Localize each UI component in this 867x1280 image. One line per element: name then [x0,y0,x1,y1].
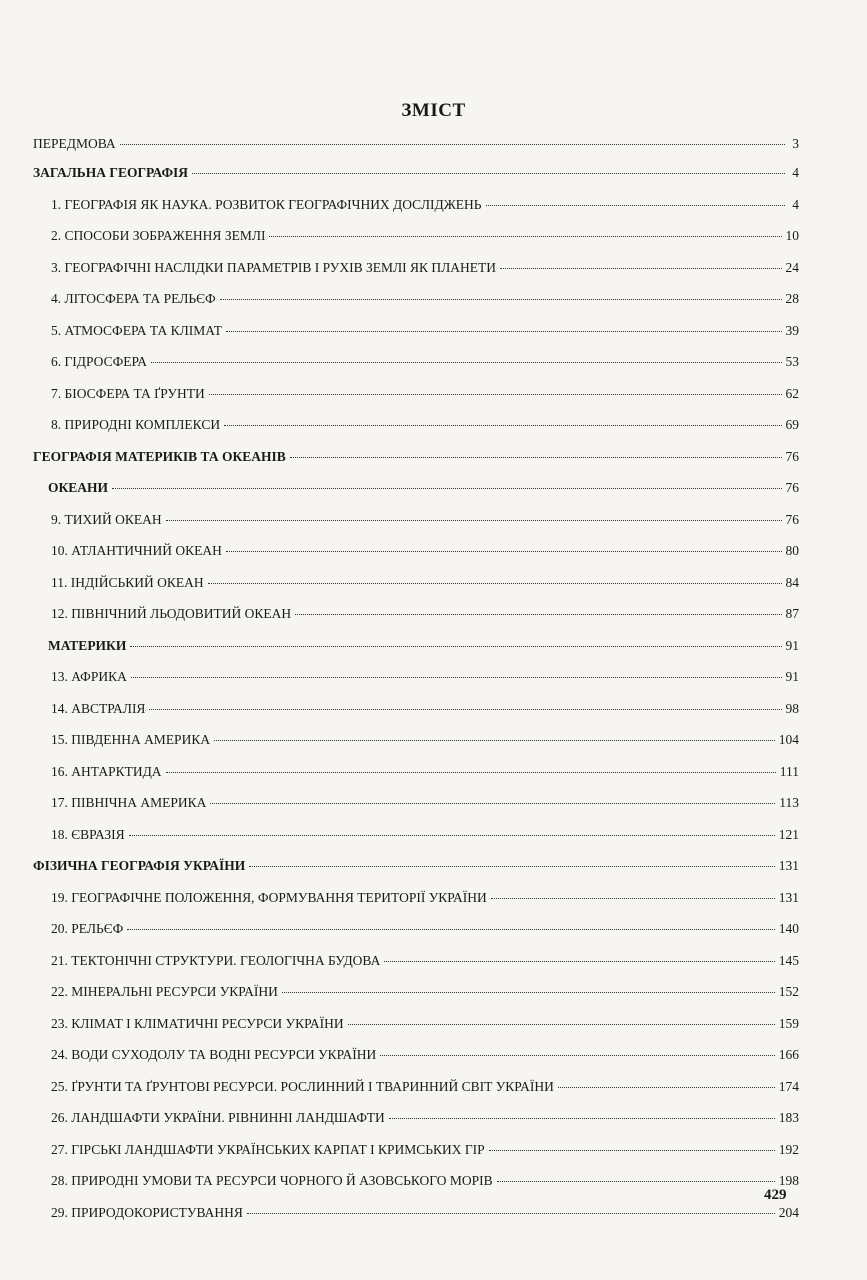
toc-entry[interactable] [33,661,799,693]
dot-leader [389,1118,775,1119]
toc-entry-label: ОКЕАНИ [48,480,109,495]
toc-entry-page: 3 [792,136,799,151]
toc-entry-page: 53 [785,354,799,369]
toc-entry[interactable] [33,472,799,504]
dot-leader [380,1055,775,1056]
dot-leader [491,898,775,899]
dot-leader [295,614,781,615]
toc-entry[interactable] [33,567,799,599]
dot-leader [129,835,775,836]
toc-entry-label: 15. ПІВДЕННА АМЕРИКА [51,732,211,747]
toc-entry-label: 26. ЛАНДШАФТИ УКРАЇНИ. РІВНИННІ ЛАНДШАФТИ [51,1110,385,1125]
toc-entry-label: 11. ІНДІЙСЬКИЙ ОКЕАН [51,574,204,590]
toc-entry[interactable] [33,819,799,851]
toc-entry-label: 29. ПРИРОДОКОРИСТУВАННЯ [51,1204,243,1220]
toc-entry-page: 62 [785,385,799,401]
toc-entry-page: 183 [778,1110,799,1125]
toc-entry-label: 10. АТЛАНТИЧНИЙ ОКЕАН [51,543,222,558]
toc-entry[interactable] [33,409,799,441]
toc-entry-label: ГЕОГРАФІЯ МАТЕРИКІВ ТА ОКЕАНІВ [33,448,286,464]
toc-entry[interactable] [33,913,799,945]
toc-entry-page: 69 [785,417,799,432]
toc-entry[interactable] [33,535,799,567]
toc-entry[interactable] [33,850,799,882]
toc-entry[interactable] [33,724,799,756]
toc-entry[interactable] [33,787,799,819]
toc-entry-label: 12. ПІВНІЧНИЙ ЛЬОДОВИТИЙ ОКЕАН [51,606,292,621]
dot-leader [290,457,782,458]
toc-entry-label: 17. ПІВНІЧНА АМЕРИКА [51,795,207,810]
toc-entry[interactable] [33,1039,799,1071]
toc-entry-label: 27. ГІРСЬКІ ЛАНДШАФТИ УКРАЇНСЬКИХ КАРПАТ І КРИМСЬКИХ ГІР [51,1141,485,1157]
toc-entry[interactable] [33,693,799,725]
toc-entry-page: 104 [778,732,799,747]
toc-entry-label: МАТЕРИКИ [48,637,127,653]
toc-entry-page: 84 [785,574,799,590]
toc-entry-label: 24. ВОДИ СУХОДОЛУ ТА ВОДНІ РЕСУРСИ УКРАЇНИ [51,1047,377,1062]
toc-entry-page: 76 [785,511,799,527]
toc-entry-page: 98 [785,700,799,716]
toc-entry[interactable] [33,189,799,221]
toc-entry-label: 18. ЄВРАЗІЯ [51,826,125,842]
toc-entry-label: 3. ГЕОГРАФІЧНІ НАСЛІДКИ ПАРАМЕТРІВ І РУХІВ ЗЕМЛІ ЯК ПЛАНЕТИ [51,259,497,275]
dot-leader [149,709,781,710]
toc-entry[interactable] [33,1071,799,1103]
toc-entry-page: 91 [785,669,799,684]
dot-leader [497,1181,775,1182]
toc-entry-label: 21. ТЕКТОНІЧНІ СТРУКТУРИ. ГЕОЛОГІЧНА БУДОВА [51,952,381,968]
toc-entry-label: 9. ТИХИЙ ОКЕАН [51,511,162,527]
toc-entry-page: 152 [778,984,799,999]
toc-entry[interactable] [33,346,799,378]
table-of-contents [33,131,799,1228]
dot-leader [214,740,775,741]
dot-leader [127,929,774,930]
dot-leader [558,1087,775,1088]
toc-entry-label: 6. ГІДРОСФЕРА [51,354,148,369]
toc-entry-label: 8. ПРИРОДНІ КОМПЛЕКСИ [51,417,221,432]
dot-leader [249,866,774,867]
toc-entry-page: 159 [778,1015,799,1031]
toc-entry-page: 111 [779,763,799,779]
toc-entry[interactable] [33,1008,799,1040]
dot-leader [486,205,785,206]
dot-leader [226,551,782,552]
toc-entry[interactable] [33,441,799,473]
toc-entry-page: 10 [785,228,799,243]
dot-leader [151,362,781,363]
page-number: 429 [764,1187,787,1203]
toc-entry[interactable] [33,945,799,977]
toc-entry-label: 22. МІНЕРАЛЬНІ РЕСУРСИ УКРАЇНИ [51,984,278,999]
toc-entry[interactable] [33,976,799,1008]
toc-entry-label: 20. РЕЛЬЄФ [51,921,124,936]
toc-entry-label: ПЕРЕДМОВА [33,136,116,151]
dot-leader [210,803,775,804]
dot-leader [209,394,782,395]
toc-entry-page: 131 [778,858,799,873]
toc-entry-page: 121 [778,826,799,842]
toc-entry-label: 13. АФРИКА [51,669,127,684]
toc-entry-page: 174 [778,1078,799,1094]
dot-leader [384,961,774,962]
toc-entry-page: 4 [792,196,799,212]
dot-leader [131,677,782,678]
toc-entry[interactable] [33,283,799,315]
toc-entry[interactable] [33,315,799,347]
toc-entry-page: 76 [785,448,799,464]
toc-entry-label: 14. АВСТРАЛІЯ [51,700,146,716]
toc-entry-label: 16. АНТАРКТИДА [51,763,162,779]
dot-leader [192,173,785,174]
toc-entry-page: 131 [778,889,799,905]
dot-leader [120,144,785,145]
toc-entry-label: 1. ГЕОГРАФІЯ ЯК НАУКА. РОЗВИТОК ГЕОГРАФІЧНИХ ДОСЛІДЖЕНЬ [51,196,482,212]
toc-entry-page: 204 [778,1204,799,1220]
toc-entry-label: 7. БІОСФЕРА ТА ҐРУНТИ [51,385,205,401]
page-title: ЗМІСТ [401,100,466,121]
toc-entry[interactable] [33,1102,799,1134]
toc-entry-page: 145 [778,952,799,968]
toc-entry-label: 5. АТМОСФЕРА ТА КЛІМАТ [51,322,223,338]
toc-entry[interactable] [33,882,799,914]
toc-entry[interactable] [33,378,799,410]
dot-leader [500,268,781,269]
toc-entry-label: 25. ҐРУНТИ ТА ҐРУНТОВІ РЕСУРСИ. РОСЛИННИЙ І ТВАРИННИЙ СВІТ УКРАЇНИ [51,1078,554,1094]
toc-entry-label: 23. КЛІМАТ І КЛІМАТИЧНІ РЕСУРСИ УКРАЇНИ [51,1015,344,1031]
toc-entry-page: 28 [785,291,799,306]
toc-entry[interactable] [33,598,799,630]
dot-leader [269,236,781,237]
dot-leader [348,1024,775,1025]
toc-entry[interactable] [33,630,799,662]
toc-entry-page: 91 [785,637,799,653]
toc-entry-page: 80 [785,543,799,558]
toc-entry-label: 2. СПОСОБИ ЗОБРАЖЕННЯ ЗЕМЛІ [51,228,266,243]
toc-entry-page: 113 [779,795,799,810]
toc-entry-page: 39 [785,322,799,338]
dot-leader [166,520,782,521]
toc-entry-page: 198 [778,1173,799,1188]
toc-entry[interactable] [33,504,799,536]
toc-entry-page: 76 [785,480,799,495]
toc-entry-label: ЗАГАЛЬНА ГЕОГРАФІЯ [33,165,189,180]
toc-entry[interactable] [33,1134,799,1166]
toc-entry-page: 4 [792,165,799,180]
toc-entry-label: 19. ГЕОГРАФІЧНЕ ПОЛОЖЕННЯ, ФОРМУВАННЯ ТЕРИТОРІЇ УКРАЇНИ [51,889,487,905]
toc-entry-label: 28. ПРИРОДНІ УМОВИ ТА РЕСУРСИ ЧОРНОГО Й АЗОВСЬКОГО МОРІВ [51,1173,493,1188]
dot-leader [489,1150,775,1151]
toc-entry-page: 24 [785,259,799,275]
toc-entry-page: 87 [785,606,799,621]
dot-leader [220,299,782,300]
toc-entry-page: 140 [778,921,799,936]
toc-entry[interactable] [33,1165,799,1197]
dot-leader [226,331,781,332]
toc-entry[interactable] [33,131,799,157]
dot-leader [247,1213,775,1214]
dot-leader [282,992,775,993]
toc-entry-page: 166 [778,1047,799,1062]
dot-leader [130,646,781,647]
toc-entry-label: 4. ЛІТОСФЕРА ТА РЕЛЬЄФ [51,291,216,306]
dot-leader [208,583,782,584]
toc-entry-label: ФІЗИЧНА ГЕОГРАФІЯ УКРАЇНИ [33,858,246,873]
toc-entry[interactable] [33,1197,799,1229]
toc-entry[interactable] [33,756,799,788]
dot-leader [224,425,781,426]
dot-leader [112,488,781,489]
toc-entry-page: 192 [778,1141,799,1157]
toc-entry[interactable] [33,220,799,252]
toc-entry[interactable] [33,157,799,189]
toc-entry[interactable] [33,252,799,284]
dot-leader [166,772,776,773]
